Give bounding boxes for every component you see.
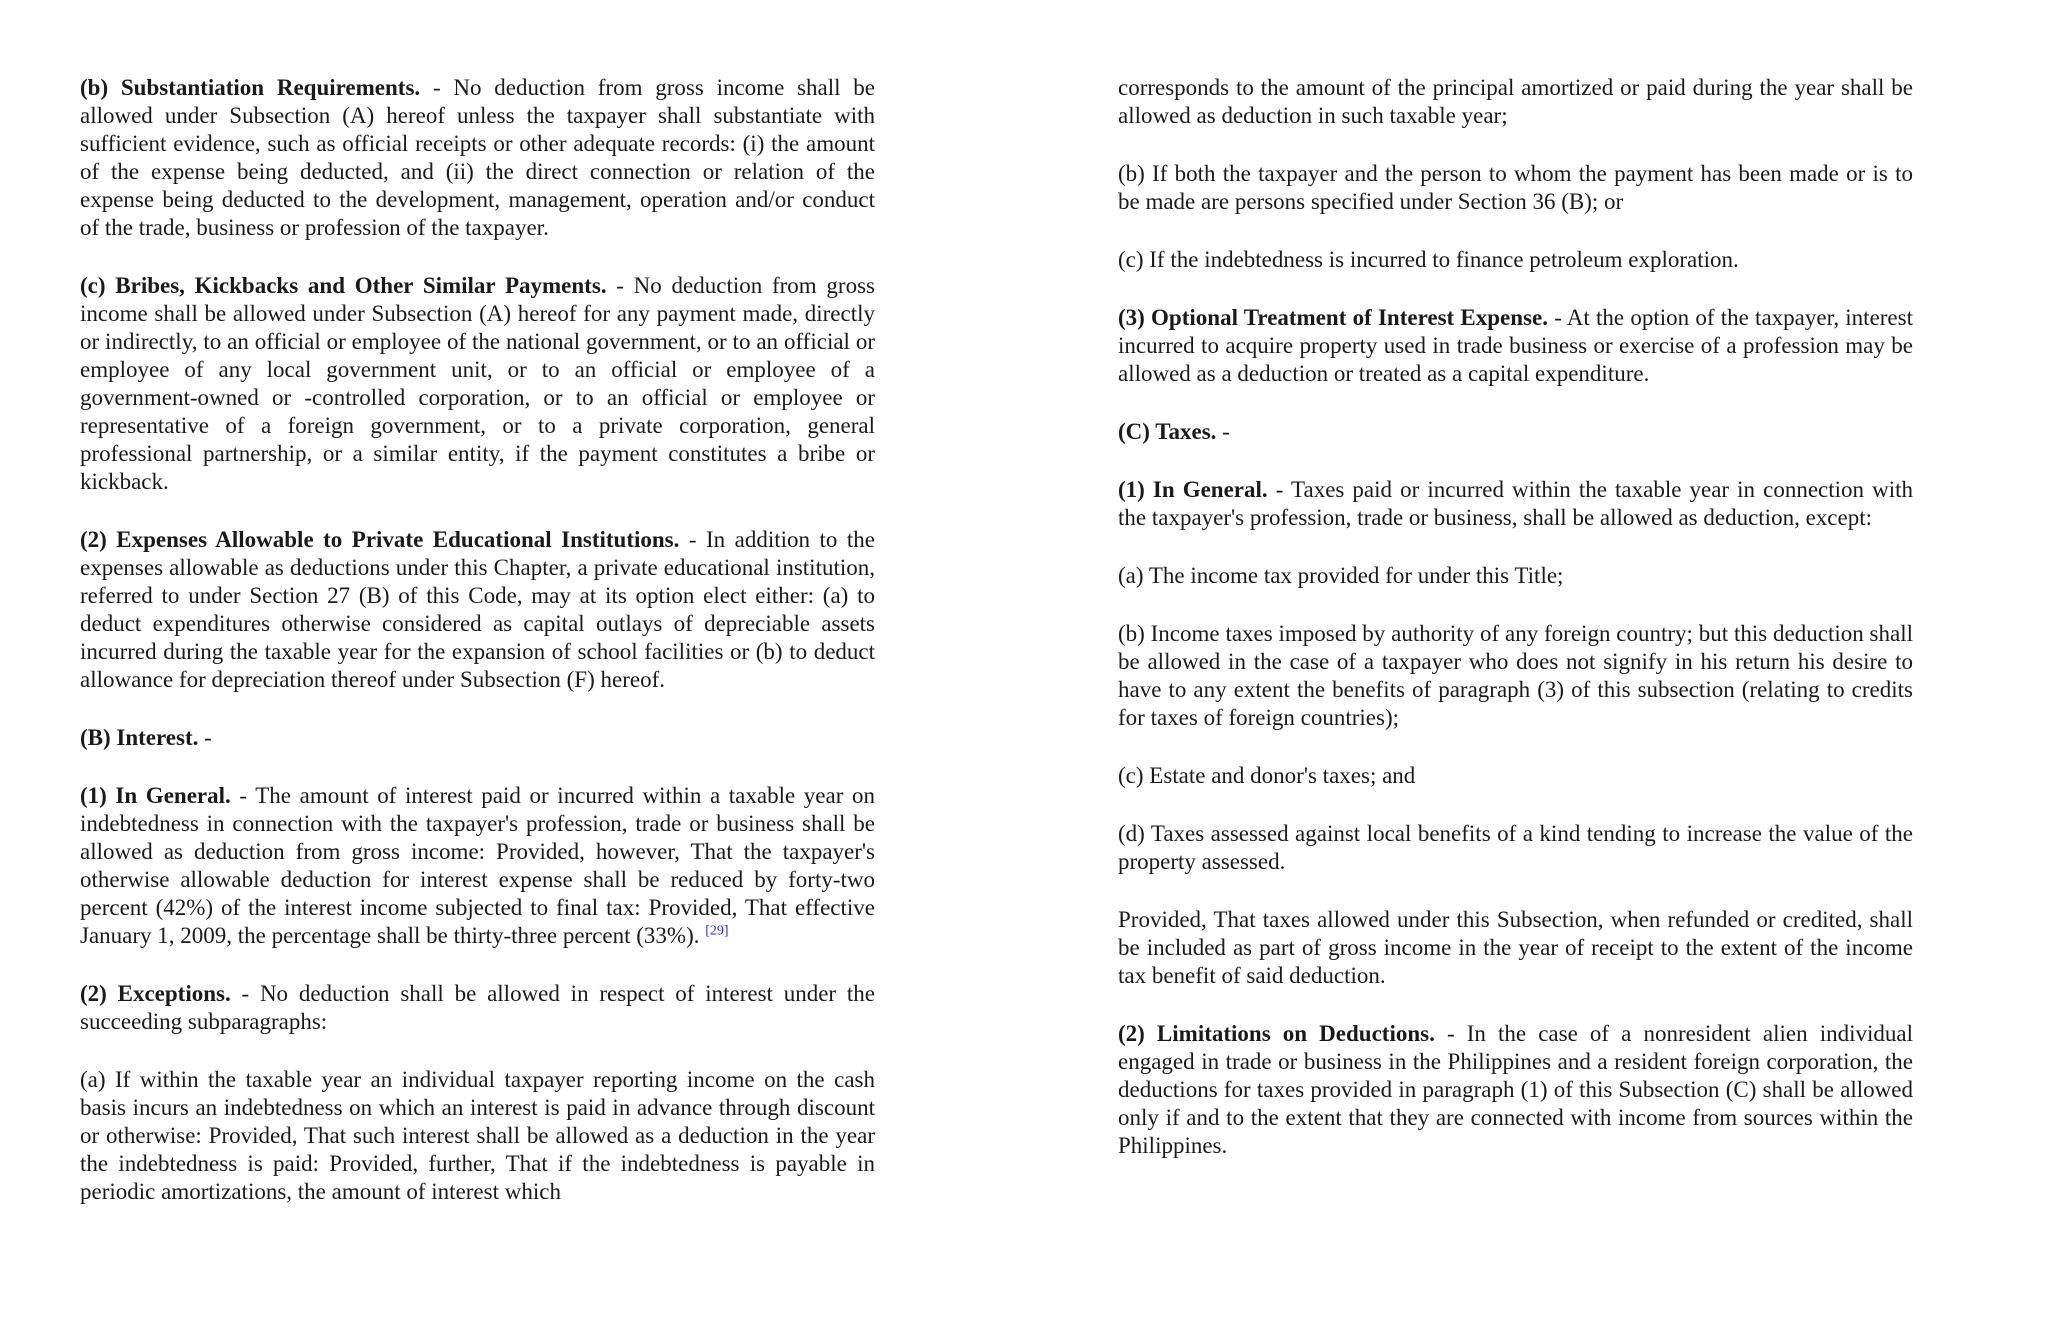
paragraph-heading: (b) Substantiation Requirements. <box>80 75 421 100</box>
paragraph-heading: (2) Limitations on Deductions. <box>1118 1021 1435 1046</box>
paragraph-taxes-general <box>1118 476 1913 532</box>
paragraph-educational-institutions <box>80 526 875 694</box>
paragraph-text: (d) Taxes assessed against local benefits of a kind tending to increase the value of the property assessed. <box>1118 821 1913 874</box>
paragraph-text: - No deduction shall be allowed in respect of interest under the succeeding subparagraphs: <box>80 981 875 1034</box>
paragraph-taxes-c <box>1118 762 1913 790</box>
paragraph-text: (b) Income taxes imposed by authority of any foreign country; but this deduction shall be allowed in the case of a taxpayer who does not signify in his return his desire to have to any extent the benefits of paragraph (3) of this subsection (relating to credits for taxes of foreign countries); <box>1118 621 1913 730</box>
paragraph-text: - No deduction from gross income shall be allowed under Subsection (A) hereof unless the taxpayer shall substantiate with sufficient evidence, such as official receipts or other adequate records: (i) the amount of the expense being deducted, and (ii) the direct connection or relation of the expense being deducted to the development, management, operation and/or conduct of the trade, business or profession of the taxpayer. <box>80 75 875 240</box>
paragraph-substantiation <box>80 74 875 242</box>
paragraph-exceptions <box>80 980 875 1036</box>
paragraph-text: (c) Estate and donor's taxes; and <box>1118 763 1416 788</box>
section-heading-interest <box>80 724 875 752</box>
paragraph-heading: (3) Optional Treatment of Interest Expense. <box>1118 305 1548 330</box>
paragraph-text: (c) If the indebtedness is incurred to finance petroleum exploration. <box>1118 247 1739 272</box>
paragraph-exception-a <box>80 1066 875 1206</box>
paragraph-text: - <box>198 725 212 750</box>
paragraph-text: - The amount of interest paid or incurred within a taxable year on indebtedness in connection with the taxpayer's profession, trade or business shall be allowed as deduction from gross income: Provided, however, That the taxpayer's otherwise allowable deduction for interest expense shall be reduced by forty-two percent (42%) of the interest income subjected to final tax: Provided, That effective January 1, 2009, the percentage shall be thirty-three percent (33%). <box>80 783 875 948</box>
paragraph-text: (b) If both the taxpayer and the person to whom the payment has been made or is to be made are persons specified under Section 36 (B); or <box>1118 161 1913 214</box>
paragraph-taxes-a <box>1118 562 1913 590</box>
paragraph-heading: (1) In General. <box>1118 477 1268 502</box>
paragraph-heading: (2) Expenses Allowable to Private Educational Institutions. <box>80 527 680 552</box>
paragraph-interest-general <box>80 782 875 950</box>
footnote-link[interactable]: [29] <box>705 923 729 939</box>
paragraph-bribes <box>80 272 875 496</box>
paragraph-text: (a) The income tax provided for under this Title; <box>1118 563 1564 588</box>
paragraph-text: - At the option of the taxpayer, interest incurred to acquire property used in trade business or exercise of a profession may be allowed as a deduction or treated as a capital expenditure. <box>1118 305 1913 386</box>
paragraph-heading: (1) In General. <box>80 783 231 808</box>
paragraph-text: (a) If within the taxable year an individual taxpayer reporting income on the cash basis incurs an indebtedness on which an interest is paid in advance through discount or otherwise: Provided, That such interest shall be allowed as a deduction in the year the indebtedness is paid: Provided, further, That if the indebtedness is payable in periodic amortizations, the amount of interest which <box>80 1067 875 1204</box>
paragraph-optional-treatment <box>1118 304 1913 388</box>
paragraph-heading: (C) Taxes. <box>1118 419 1217 444</box>
section-heading-taxes <box>1118 418 1913 446</box>
right-column <box>1118 74 1913 1190</box>
paragraph-taxes-d <box>1118 820 1913 876</box>
paragraph-exception-c <box>1118 246 1913 274</box>
paragraph-taxes-proviso <box>1118 906 1913 990</box>
paragraph-heading: (c) Bribes, Kickbacks and Other Similar Payments. <box>80 273 607 298</box>
paragraph-taxes-b <box>1118 620 1913 732</box>
paragraph-text: - <box>1216 419 1230 444</box>
paragraph-text: corresponds to the amount of the principal amortized or paid during the year shall be allowed as deduction in such taxable year; <box>1118 75 1913 128</box>
paragraph-limitations <box>1118 1020 1913 1160</box>
paragraph-text: - In the case of a nonresident alien individual engaged in trade or business in the Philippines and a resident foreign corporation, the deductions for taxes provided in paragraph (1) of this Subsection (C) shall be allowed only if and to the extent that they are connected with income from sources within the Philippines. <box>1118 1021 1913 1158</box>
paragraph-exception-a-continued <box>1118 74 1913 130</box>
paragraph-text: - Taxes paid or incurred within the taxable year in connection with the taxpayer's profession, trade or business, shall be allowed as deduction, except: <box>1118 477 1913 530</box>
paragraph-text: Provided, That taxes allowed under this Subsection, when refunded or credited, shall be included as part of gross income in the year of receipt to the extent of the income tax benefit of said deduction. <box>1118 907 1913 988</box>
left-column <box>80 74 875 1236</box>
paragraph-heading: (2) Exceptions. <box>80 981 231 1006</box>
paragraph-exception-b <box>1118 160 1913 216</box>
paragraph-heading: (B) Interest. <box>80 725 199 750</box>
paragraph-text: - In addition to the expenses allowable as deductions under this Chapter, a private educational institution, referred to under Section 27 (B) of this Code, may at its option elect either: (a) to deduct expenditures otherwise considered as capital outlays of depreciable assets incurred during the taxable year for the expansion of school facilities or (b) to deduct allowance for depreciation thereof under Subsection (F) hereof. <box>80 527 875 692</box>
paragraph-text: - No deduction from gross income shall be allowed under Subsection (A) hereof for any payment made, directly or indirectly, to an official or employee of the national government, or to an official or employee of any local government unit, or to an official or employee of a government-owned or -controlled corporation, or to an official or employee or representative of a foreign government, or to a private corporation, general professional partnership, or a similar entity, if the payment constitutes a bribe or kickback. <box>80 273 875 494</box>
